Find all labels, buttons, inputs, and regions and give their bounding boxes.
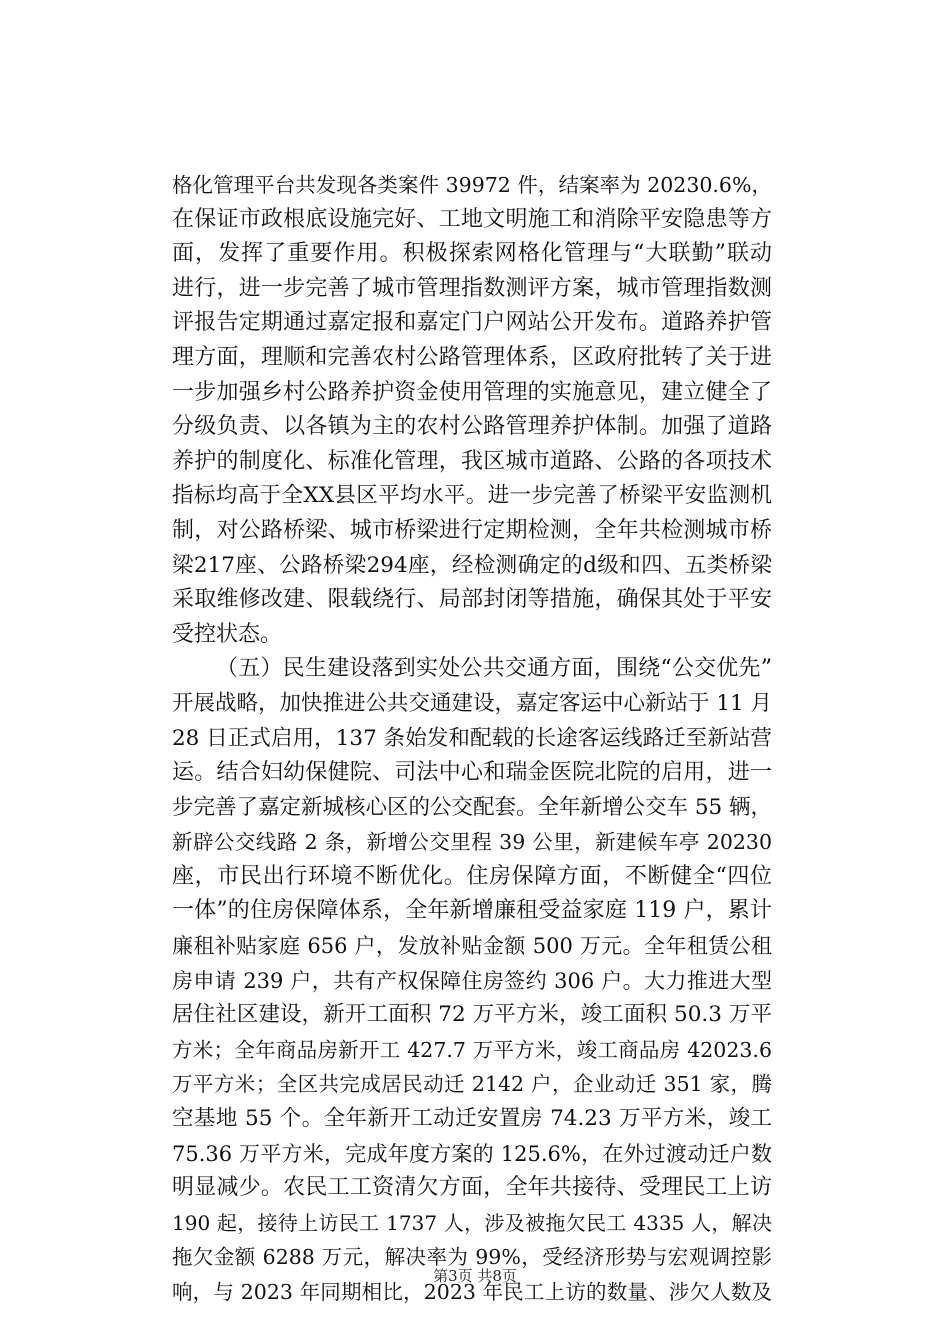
text-line: 养护的制度化、标准化管理，我区城市道路、公路的各项技术 — [172, 448, 772, 474]
text-line: 梁217座、公路桥梁294座，经检测确定的d级和四、五类桥梁 — [172, 552, 772, 578]
text-line: 格化管理平台共发现各类案件 39972 件，结案率为 20230.6%， — [172, 173, 772, 197]
text-line: 空基地 55 个。全年新开工动迁安置房 74.23 万平方米，竣工 — [172, 1106, 772, 1132]
text-line: 分级负责、以各镇为主的农村公路管理养护体制。加强了道路 — [172, 414, 772, 440]
text-line: 28 日正式启用，137 条始发和配载的长途客运线路迁至新站营 — [172, 725, 772, 751]
section-heading-line: （五）民生建设落到实处公共交通方面，围绕“公交优先” — [216, 656, 772, 682]
text-line: 指标均高于全XX县区平均水平。进一步完善了桥梁平安监测机 — [172, 483, 772, 509]
text-line: 制，对公路桥梁、城市桥梁进行定期检测，全年共检测城市桥 — [172, 517, 772, 543]
text-line: 房申请 239 户，共有产权保障住房签约 306 户。大力推进大型 — [172, 968, 772, 993]
body-text — [172, 168, 772, 1310]
text-line: 座，市民出行环境不断优化。住房保障方面，不断健全“四位 — [172, 863, 772, 889]
text-line: 面，发挥了重要作用。积极探索网格化管理与“大联勤”联动 — [172, 241, 772, 267]
text-line: 进行，进一步完善了城市管理指数测评方案，城市管理指数测 — [172, 275, 772, 301]
text-line: 一体”的住房保障体系，全年新增廉租受益家庭 119 户，累计 — [172, 898, 772, 924]
text-line: 拖欠金额 6288 万元，解决率为 99%，受经济形势与宏观调控影 — [172, 1245, 772, 1270]
text-line: 开展战略，加快推进公共交通建设，嘉定客运中心新站于 11 月 — [172, 690, 773, 716]
text-line: 在保证市政根底设施完好、工地文明施工和消除平安隐患等方 — [172, 206, 772, 232]
text-line: 明显减少。农民工工资清欠方面，全年共接待、受理民工上访 — [172, 1175, 772, 1201]
page-footer — [0, 1266, 950, 1286]
text-line: 一步加强乡村公路养护资金使用管理的实施意见，建立健全了 — [172, 379, 772, 405]
text-line: 75.36 万平方米，完成年度方案的 125.6%，在外过渡动迁户数 — [172, 1141, 772, 1166]
text-line: 新辟公交线路 2 条，新增公交里程 39 公里，新建候车亭 20230 — [172, 830, 772, 855]
text-line: 评报告定期通过嘉定报和嘉定门户网站公开发布。道路养护管 — [172, 310, 772, 336]
text-line: 居住社区建设，新开工面积 72 万平方米，竣工面积 50.3 万平 — [172, 1002, 772, 1028]
text-line: 响，与 2023 年同期相比，2023 年民工上访的数量、涉欠人数及 — [172, 1280, 772, 1304]
text-line: 方米；全年商品房新开工 427.7 万平方米，竣工商品房 42023.6 — [172, 1037, 772, 1062]
text-line: 万平方米；全区共完成居民动迁 2142 户，企业动迁 351 家，腾 — [172, 1072, 772, 1097]
text-line: 理方面，理顺和完善农村公路管理体系，区政府批转了关于进 — [172, 344, 772, 370]
text-line: 190 起，接待上访民工 1737 人，涉及被拖欠民工 4335 人，解决 — [172, 1210, 772, 1235]
text-line: 运。结合妇幼保健院、司法中心和瑞金医院北院的启用，进一 — [172, 760, 772, 786]
text-line: 受控状态。 — [172, 621, 283, 647]
text-line: 步完善了嘉定新城核心区的公交配套。全年新增公交车 55 辆， — [172, 794, 773, 820]
text-line: 廉租补贴家庭 656 户，发放补贴金额 500 万元。全年租赁公租 — [172, 934, 772, 959]
text-line: 采取维修改建、限载绕行、局部封闭等措施，确保其处于平安 — [172, 587, 772, 613]
page-number: 第3页 共8页 — [433, 1267, 517, 1285]
